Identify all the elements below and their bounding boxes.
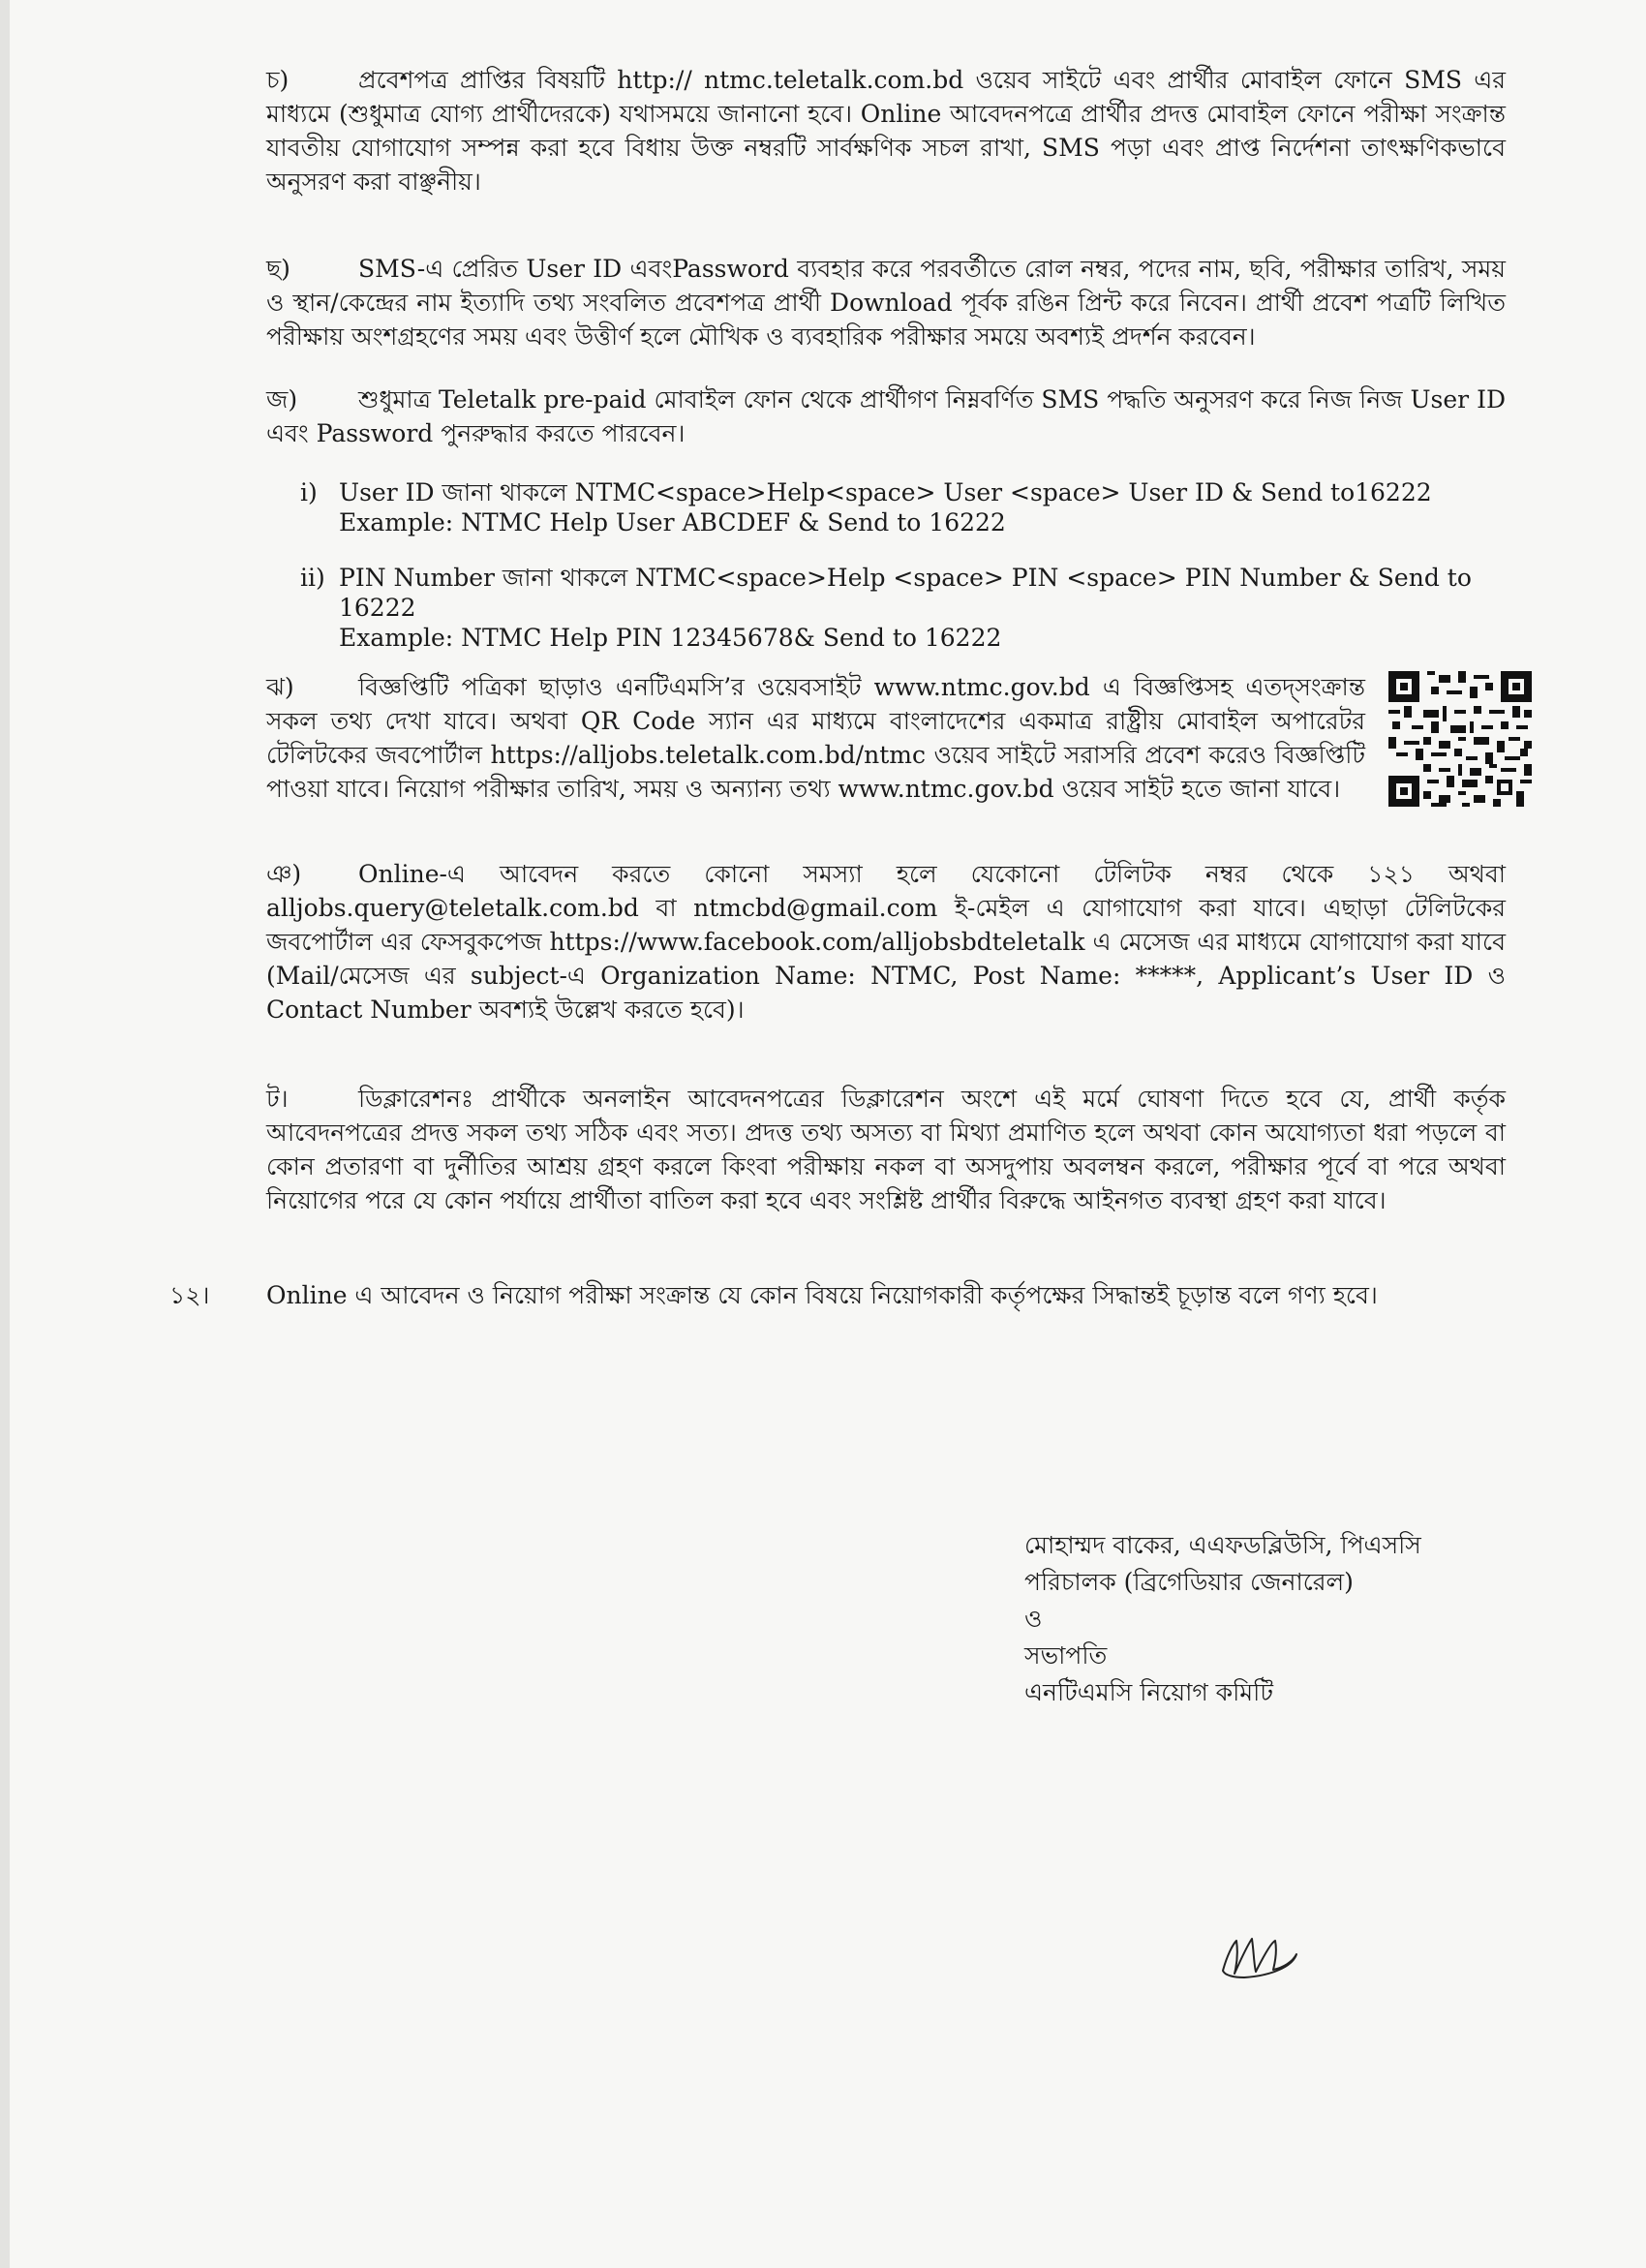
paragraph-marker: চ) — [266, 66, 290, 94]
signatory-designation: পরিচালক (ব্রিগেডিয়ার জেনারেল) — [1024, 1568, 1354, 1596]
scan-edge — [0, 0, 10, 2268]
paragraph-ta — [266, 1082, 1506, 1217]
paragraph-text: SMS-এ প্রেরিত User ID এবংPassword ব্যবহার করে পরবর্তীতে রোল নম্বর, পদের নাম, ছবি, পরীক্ষার তারিখ, সময় ও স্থান/কেন্দ্রের নাম ইত্যাদি তথ্য সংবলিত প্রবেশপত্র প্রার্থী Download পূর্বক রঙিন প্রিন্ট করে নিবেন। প্রার্থী প্রবেশ পত্রটি লিখিত পরীক্ষায় অংশগ্রহণের সময় এবং উত্তীর্ণ হলে মৌখিক ও ব্যবহারিক পরীক্ষার সময়ে অবশ্যই প্রদর্শন করবেন। — [266, 255, 1506, 351]
paragraph-marker: ঞ) — [266, 860, 302, 888]
paragraph-text: ডিক্লারেশনঃ প্রার্থীকে অনলাইন আবেদনপত্রের ডিক্লারেশন অংশে এই মর্মে ঘোষণা দিতে হবে যে, প্রার্থী কর্তৃক আবেদনপত্রের প্রদত্ত সকল তথ্য সঠিক এবং সত্য। প্রদত্ত তথ্য অসত্য বা মিথ্যা প্রমাণিত হলে অথবা কোন অযোগ্যতা ধরা পড়লে বা কোন প্রতারণা বা দুর্নীতির আশ্রয় গ্রহণ করলে কিংবা পরীক্ষায় নকল বা অসদুপায় অবলম্বন করলে, পরীক্ষার পূর্বে বা পরে অথবা নিয়োগের পরে যে কোন পর্যায়ে প্রার্থীতা বাতিল করা হবে এবং সংশ্লিষ্ট প্রার্থীর বিরুদ্ধে আইনগত ব্যবস্থা গ্রহণ করা যাবে। — [266, 1085, 1506, 1214]
sms-step-number: i) — [300, 478, 318, 506]
signatory-committee: এনটিএমসি নিয়োগ কমিটি — [1024, 1678, 1273, 1706]
paragraph-text: Online-এ আবেদন করতে কোনো সমস্যা হলে যেকোনো টেলিটক নম্বর থেকে ১২১ অথবা alljobs.query@teletalk.com.bd বা ntmcbd@gmail.com ই-মেইল এ যোগাযোগ করা যাবে। এছাড়া টেলিটকের জবপোর্টাল এর ফেসবুকপেজ https://www.facebook.com/alljobsbdteletalk এ মেসেজ এর মাধ্যমে যোগাযোগ করা যাবে (Mail/মেসেজ এর subject-এ Organization Name: NTMC, Post Name: *****, Applicant’s User ID ও Contact Number অবশ্যই উল্লেখ করতে হবে)। — [266, 860, 1506, 1024]
clause-text: Online এ আবেদন ও নিয়োগ পরীক্ষা সংক্রান্ত যে কোন বিষয়ে নিয়োগকারী কর্তৃপক্ষের সিদ্ধান্তই চূড়ান্ত বলে গণ্য হবে। — [266, 1281, 1378, 1309]
clause-12 — [169, 1278, 1506, 1312]
sms-step-instruction: PIN Number জানা থাকলে NTMC<space>Help <space> PIN <space> PIN Number & Send to 16222 — [339, 564, 1472, 622]
paragraph-text: প্রবেশপত্র প্রাপ্তির বিষয়টি http:// ntmc.teletalk.com.bd ওয়েব সাইটে এবং প্রার্থীর মোবাইল ফোনে SMS এর মাধ্যমে (শুধুমাত্র যোগ্য প্রার্থীদেরকে) যথাসময়ে জানানো হবে। Online আবেদনপত্রে প্রার্থীর প্রদত্ত মোবাইল ফোনে পরীক্ষা সংক্রান্ত যাবতীয় যোগাযোগ সম্পন্ন করা হবে বিধায় উক্ত নম্বরটি সার্বক্ষণিক সচল রাখা, SMS পড়া এবং প্রাপ্ত নির্দেশনা তাৎক্ষণিকভাবে অনুসরণ করা বাঞ্ছনীয়। — [266, 66, 1506, 196]
paragraph-nya — [266, 857, 1506, 1027]
paragraph-marker: জ) — [266, 385, 298, 414]
sms-step-instruction: User ID জানা থাকলে NTMC<space>Help<space> User <space> User ID & Send to16222 — [339, 478, 1432, 506]
qr-code-icon[interactable] — [1388, 671, 1532, 807]
paragraph-marker: ট। — [266, 1085, 289, 1113]
clause-number: ১২। — [169, 1281, 210, 1309]
sms-step-pin — [300, 563, 1506, 653]
sms-step-example: Example: NTMC Help User ABCDEF & Send to 16222 — [339, 508, 1006, 536]
paragraph-text: শুধুমাত্র Teletalk pre-paid মোবাইল ফোন থেকে প্রার্থীগণ নিম্নবর্ণিত SMS পদ্ধতি অনুসরণ করে নিজ নিজ User ID এবং Password পুনরুদ্ধার করতে পারবেন। — [266, 385, 1506, 447]
paragraph-cha — [266, 63, 1506, 199]
paragraph-jha — [266, 670, 1365, 806]
signatory-name: মোহাম্মদ বাকের, এএফডব্লিউসি, পিএসসি — [1024, 1531, 1421, 1559]
handwritten-signature-icon — [1215, 1927, 1302, 1985]
paragraph-marker: ঝ) — [266, 673, 294, 701]
signatory-and: ও — [1024, 1605, 1043, 1633]
sms-step-number: ii) — [300, 564, 325, 592]
sms-step-example: Example: NTMC Help PIN 12345678& Send to 16222 — [339, 624, 1002, 652]
sms-step-user-id — [300, 477, 1506, 537]
signatory-role: সভাপতি — [1024, 1641, 1108, 1670]
paragraph-chha — [266, 252, 1506, 353]
paragraph-text: বিজ্ঞপ্তিটি পত্রিকা ছাড়াও এনটিএমসি’র ওয়েবসাইট www.ntmc.gov.bd এ বিজ্ঞপ্তিসহ এতদ্‌সংক্রান্ত সকল তথ্য দেখা যাবে। অথবা QR Code স্যান এর মাধ্যমে বাংলাদেশের একমাত্র রাষ্ট্রীয় মোবাইল অপারেটর টেলিটকের জবপোর্টাল https://alljobs.teletalk.com.bd/ntmc ওয়েব সাইটে সরাসরি প্রবেশ করেও বিজ্ঞপ্তিটি পাওয়া যাবে। নিয়োগ পরীক্ষার তারিখ, সময় ও অন্যান্য তথ্য www.ntmc.gov.bd ওয়েব সাইট হতে জানা যাবে। — [266, 673, 1365, 803]
paragraph-ja — [266, 383, 1506, 450]
signature-block — [1024, 1527, 1470, 1711]
paragraph-marker: ছ) — [266, 255, 290, 283]
